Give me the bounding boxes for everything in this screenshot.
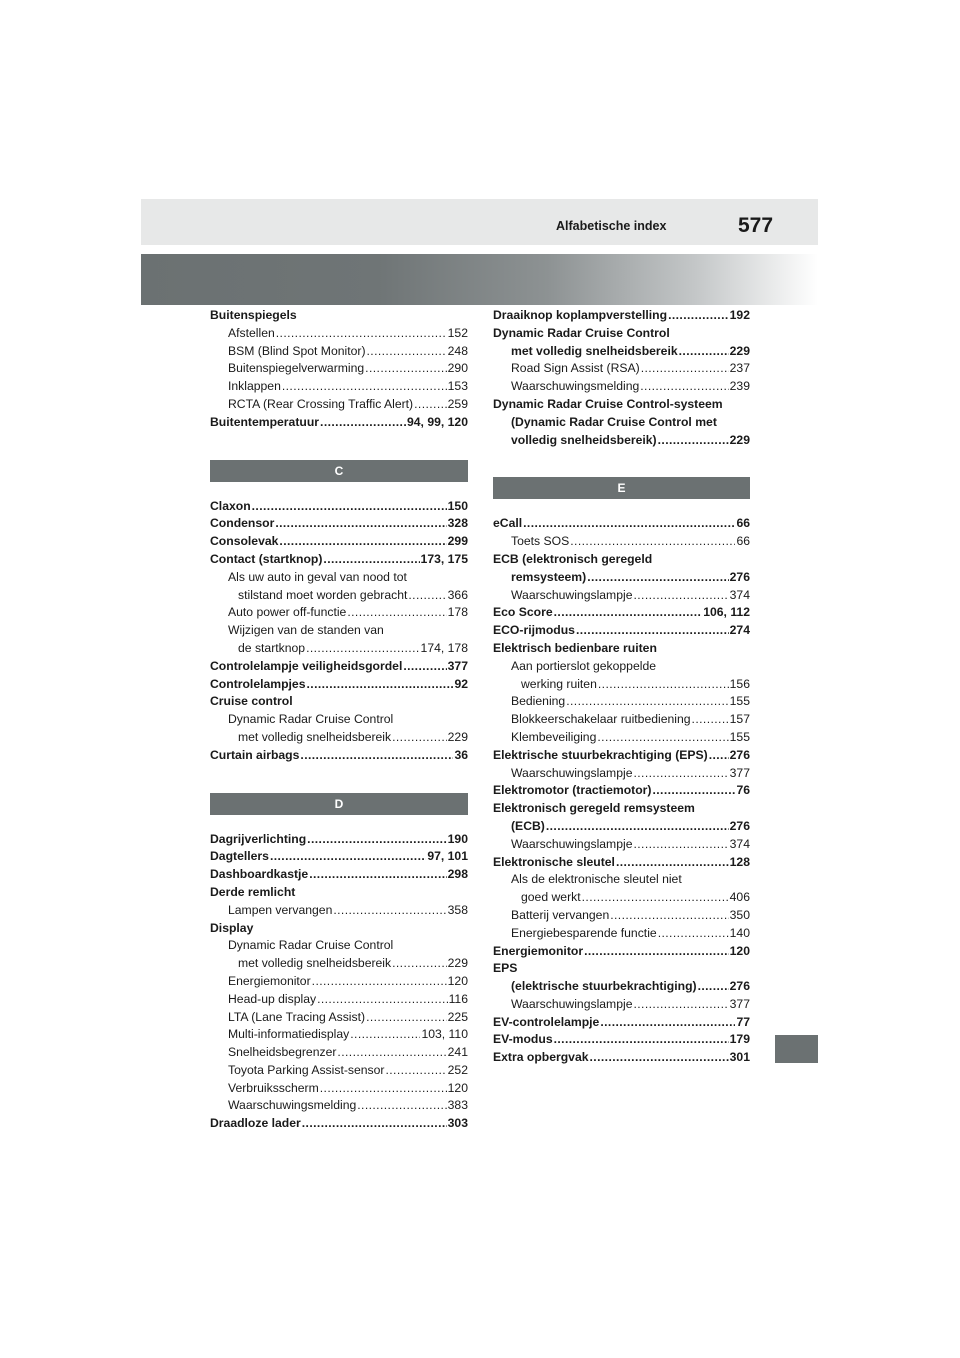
index-entry-label: Draaiknop koplampverstelling (493, 308, 668, 322)
index-entry (493, 711, 750, 729)
index-entry-label: goed werkt (521, 890, 581, 905)
index-entry (210, 414, 468, 432)
index-entry-label: Waarschuwingslampje (511, 836, 633, 851)
index-entry-label: Buitenspiegels (210, 308, 297, 322)
leader-dots (392, 955, 447, 973)
index-entry (493, 658, 750, 676)
leader-dots (633, 996, 728, 1014)
index-entry (493, 343, 750, 361)
index-entry-label: Elektrisch bedienbare ruiten (493, 640, 657, 655)
leader-dots (300, 747, 453, 765)
leader-dots (570, 533, 735, 551)
index-entry (493, 1031, 750, 1049)
leader-dots (598, 676, 729, 694)
index-entry-page[interactable]: 248 (447, 343, 468, 358)
index-entry-page[interactable]: 374 (729, 587, 750, 602)
leader-dots (679, 343, 729, 361)
index-entry-label: Als de elektronische sleutel niet (511, 872, 682, 887)
leader-dots (597, 729, 728, 747)
index-entry (210, 693, 468, 711)
index-entry (210, 1062, 468, 1080)
index-entry (210, 307, 468, 325)
index-entry-label: Auto power off-functie (228, 605, 347, 620)
index-entry (493, 432, 750, 450)
index-entry (493, 907, 750, 925)
section-header-e: E (493, 477, 750, 499)
index-entry-page[interactable]: 152 (447, 325, 468, 340)
index-entry-label: (Dynamic Radar Cruise Control met (511, 414, 717, 429)
index-entry-label: Inklappen (228, 379, 281, 394)
index-entry-page[interactable]: 237 (729, 361, 750, 376)
index-entry-page[interactable]: 377 (729, 765, 750, 780)
index-entry (210, 1080, 468, 1098)
index-entry-label: Energiebesparende functie (511, 925, 657, 940)
index-entry-page[interactable]: 328 (447, 516, 468, 531)
index-entry-page[interactable]: 173, 175 (420, 551, 468, 566)
leader-dots (279, 533, 446, 551)
leader-dots (414, 396, 447, 414)
index-entry-label: Dynamic Radar Cruise Control (228, 712, 394, 727)
index-entry (210, 1009, 468, 1027)
index-entry-label: (elektrische stuurbekrachtiging) (511, 979, 697, 994)
index-entry-label: de startknop (238, 640, 306, 655)
leader-dots (582, 889, 729, 907)
index-entry-page[interactable]: 120 (729, 943, 750, 958)
section-header-c: C (210, 460, 468, 482)
index-entry (210, 848, 468, 866)
index-entry-label: met volledig snelheidsbereik (238, 729, 392, 744)
index-entry-label: Extra opbergvak (493, 1050, 589, 1065)
section-spacer (210, 482, 468, 498)
index-entry-label: Controlelampje veiligheidsgordel (210, 658, 403, 673)
index-entry (210, 515, 468, 533)
index-entry-page[interactable]: 374 (729, 836, 750, 851)
index-entry (493, 747, 750, 765)
index-entry (493, 925, 750, 943)
leader-dots (309, 866, 446, 884)
index-entry (493, 889, 750, 907)
index-entry-page[interactable]: 92 (454, 676, 468, 691)
index-entry-page[interactable]: 406 (729, 890, 750, 905)
index-entry (493, 693, 750, 711)
index-entry-label: Derde remlicht (210, 884, 296, 899)
index-entry (210, 1097, 468, 1115)
index-entry-page[interactable]: 274 (729, 623, 750, 638)
index-entry-page[interactable]: 66 (736, 516, 750, 531)
leader-dots (347, 604, 446, 622)
leader-dots (566, 693, 728, 711)
index-column-right (493, 307, 750, 1067)
leader-dots (698, 978, 729, 996)
index-entry (493, 414, 750, 432)
index-entry-label: Als uw auto in geval van nood tot (228, 569, 407, 584)
index-entry (210, 658, 468, 676)
index-entry-label: Eco Score (493, 605, 553, 620)
index-entry-label: ECB (elektronisch geregeld (493, 551, 653, 566)
index-entry (210, 955, 468, 973)
index-entry-label: Verbruiksscherm (228, 1080, 319, 1095)
leader-dots (307, 676, 454, 694)
index-entry-label: stilstand moet worden gebracht (238, 587, 408, 602)
index-entry-page[interactable]: 350 (729, 907, 750, 922)
section-spacer (210, 815, 468, 831)
index-entry-page[interactable]: 299 (447, 534, 468, 549)
index-entry (493, 569, 750, 587)
index-entry-label: LTA (Lane Tracing Assist) (228, 1009, 366, 1024)
index-entry (210, 533, 468, 551)
index-entry-page[interactable]: 174, 178 (420, 640, 468, 655)
leader-dots (709, 747, 729, 765)
section-header-d: D (210, 793, 468, 815)
index-entry-page[interactable]: 383 (447, 1098, 468, 1113)
index-entry-label: met volledig snelheidsbereik (238, 956, 392, 971)
index-entry-page[interactable]: 239 (729, 379, 750, 394)
leader-dots (365, 360, 446, 378)
index-entry-label: volledig snelheidsbereik) (511, 432, 657, 447)
index-entry (210, 622, 468, 640)
index-entry (493, 800, 750, 818)
leader-dots (640, 378, 728, 396)
index-entry (210, 676, 468, 694)
index-entry (493, 1049, 750, 1067)
index-entry-page[interactable]: 66 (736, 534, 750, 549)
leader-dots (320, 1080, 447, 1098)
index-entry-page[interactable]: 97, 101 (427, 849, 468, 864)
index-entry-page[interactable]: 192 (729, 308, 750, 322)
chapter-tab (775, 1035, 818, 1063)
index-entry (210, 711, 468, 729)
index-entry-label: Batterij vervangen (511, 907, 610, 922)
index-entry-page[interactable]: 303 (447, 1116, 468, 1131)
leader-dots (633, 765, 728, 783)
index-entry-page[interactable]: 76 (736, 783, 750, 798)
index-entry-label: Road Sign Assist (RSA) (511, 361, 640, 376)
index-entry-page[interactable]: 120 (447, 1080, 468, 1095)
index-entry-label: Toets SOS (511, 534, 570, 549)
index-entry-page[interactable]: 156 (729, 676, 750, 691)
index-entry-label: EV-controlelampje (493, 1014, 600, 1029)
index-entry-label: EPS (493, 961, 518, 976)
index-entry-page[interactable]: 252 (447, 1062, 468, 1077)
index-entry-page[interactable]: 77 (736, 1014, 750, 1029)
index-entry (493, 854, 750, 872)
index-entry-label: Dagtellers (210, 849, 269, 864)
index-entry-label: Multi-informatiedisplay (228, 1027, 350, 1042)
index-entry-label: BSM (Blind Spot Monitor) (228, 343, 366, 358)
index-entry-label: Elektrische stuurbekrachtiging (EPS) (493, 747, 708, 762)
index-entry (493, 622, 750, 640)
index-entry (493, 782, 750, 800)
section-spacer (210, 765, 468, 793)
leader-dots (392, 729, 447, 747)
header-band (141, 199, 818, 245)
index-entry-label: ECO-rijmodus (493, 623, 575, 638)
index-entry (493, 871, 750, 889)
leader-dots (302, 1115, 447, 1133)
index-entry-page[interactable]: 301 (729, 1050, 750, 1065)
index-entry (493, 996, 750, 1014)
index-entry (493, 836, 750, 854)
leader-dots (276, 325, 447, 343)
index-entry (210, 640, 468, 658)
index-entry-page[interactable]: 290 (447, 361, 468, 376)
index-entry-page[interactable]: 366 (447, 587, 468, 602)
index-entry-label: Lampen vervangen (228, 902, 333, 917)
index-entry (210, 498, 468, 516)
index-entry (493, 765, 750, 783)
index-entry-page[interactable]: 229 (729, 343, 750, 358)
page-number: 577 (738, 214, 774, 237)
section-spacer (493, 499, 750, 515)
index-entry (210, 396, 468, 414)
index-entry-label: Elektronisch geregeld remsysteem (493, 801, 695, 816)
index-column-left (210, 307, 468, 1133)
section-spacer (210, 432, 468, 460)
index-entry-label: Blokkeerschakelaar ruitbediening (511, 712, 691, 727)
index-entry-page[interactable]: 140 (729, 925, 750, 940)
index-entry (210, 747, 468, 765)
index-entry-page[interactable]: 377 (447, 658, 468, 673)
leader-dots (323, 551, 419, 569)
index-entry (493, 818, 750, 836)
index-entry-page[interactable]: 116 (448, 991, 468, 1006)
index-entry (493, 307, 750, 325)
index-entry (493, 640, 750, 658)
leader-dots (252, 498, 447, 516)
index-entry-label: Condensor (210, 516, 275, 531)
index-entry-page[interactable]: 241 (447, 1045, 468, 1060)
index-entry-label: eCall (493, 516, 523, 531)
leader-dots (350, 1026, 420, 1044)
index-entry-label: Consolevak (210, 534, 279, 549)
index-entry-label: werking ruiten (521, 676, 597, 691)
index-entry (210, 378, 468, 396)
leader-dots (658, 925, 729, 943)
index-entry-label: Waarschuwingslampje (511, 996, 633, 1011)
index-entry (493, 515, 750, 533)
leader-dots (333, 902, 446, 920)
index-entry-page[interactable]: 179 (729, 1032, 750, 1047)
index-entry-label: Dynamic Radar Cruise Control (228, 938, 394, 953)
index-entry (210, 920, 468, 938)
index-entry (210, 866, 468, 884)
index-entry-label: Waarschuwingslampje (511, 587, 633, 602)
index-entry (493, 360, 750, 378)
index-entry (493, 587, 750, 605)
leader-dots (403, 658, 446, 676)
index-entry-label: RCTA (Rear Crossing Traffic Alert) (228, 396, 414, 411)
index-entry (210, 902, 468, 920)
index-entry (493, 960, 750, 978)
leader-dots (270, 848, 426, 866)
leader-dots (317, 991, 447, 1009)
index-entry-page[interactable]: 358 (447, 902, 468, 917)
leader-dots (337, 1044, 446, 1062)
leader-dots (554, 1031, 729, 1049)
leader-dots (633, 836, 728, 854)
index-entry-label: Draadloze lader (210, 1116, 301, 1131)
leader-dots (584, 943, 729, 961)
index-entry-page[interactable]: 298 (447, 867, 468, 882)
index-entry (493, 551, 750, 569)
section-spacer (493, 449, 750, 477)
index-entry-page[interactable]: 106, 112 (703, 605, 750, 620)
leader-dots (385, 1062, 446, 1080)
index-entry (210, 360, 468, 378)
leader-dots (523, 515, 735, 533)
index-entry (210, 1026, 468, 1044)
index-entry-page[interactable]: 157 (729, 712, 750, 727)
index-entry-page[interactable]: 229 (447, 956, 468, 971)
index-entry (493, 396, 750, 414)
leader-dots (282, 378, 447, 396)
index-entry-label: Buitenspiegelverwarming (228, 361, 365, 376)
index-entry-page[interactable]: 229 (729, 432, 750, 447)
index-entry-page[interactable]: 276 (729, 569, 750, 584)
leader-dots (275, 515, 446, 533)
index-entry-label: Dynamic Radar Cruise Control (493, 325, 670, 340)
index-entry (210, 1044, 468, 1062)
leader-dots (587, 569, 728, 587)
index-entry-label: Waarschuwingsmelding (228, 1098, 357, 1113)
index-entry-page[interactable]: 190 (447, 831, 468, 846)
index-entry-label: Bediening (511, 694, 566, 709)
leader-dots (600, 1014, 735, 1032)
index-entry-label: Elektromotor (tractiemotor) (493, 783, 652, 798)
index-entry-label: Toyota Parking Assist-sensor (228, 1062, 385, 1077)
leader-dots (408, 587, 446, 605)
index-entry-label: Wijzigen van de standen van (228, 623, 384, 638)
leader-dots (306, 640, 419, 658)
index-entry (210, 604, 468, 622)
index-entry (210, 587, 468, 605)
leader-dots (320, 414, 406, 432)
index-entry (493, 325, 750, 343)
index-entry-page[interactable]: 276 (729, 979, 750, 994)
index-entry-page[interactable]: 153 (447, 379, 468, 394)
index-entry (210, 569, 468, 587)
index-entry-label: Klembeveiliging (511, 729, 597, 744)
index-entry (493, 1014, 750, 1032)
index-entry (210, 831, 468, 849)
index-entry (210, 551, 468, 569)
leader-dots (307, 831, 446, 849)
leader-dots (590, 1049, 729, 1067)
index-entry (210, 884, 468, 902)
index-entry (493, 533, 750, 551)
index-entry-label: Claxon (210, 498, 251, 513)
index-entry-label: Buitentemperatuur (210, 414, 320, 429)
index-entry (493, 978, 750, 996)
index-entry-label: Head-up display (228, 991, 317, 1006)
index-entry-page[interactable]: 276 (729, 747, 750, 762)
index-entry-label: Afstellen (228, 325, 275, 340)
index-entry-label: Cruise control (210, 694, 293, 709)
leader-dots (692, 711, 729, 729)
index-entry-label: Dashboardkastje (210, 867, 309, 882)
index-entry-label: Energiemonitor (493, 943, 584, 958)
index-entry-label: Contact (startknop) (210, 551, 323, 566)
index-entry-label: Aan portierslot gekoppelde (511, 658, 656, 673)
leader-dots (641, 360, 729, 378)
index-entry-label: Waarschuwingslampje (511, 765, 633, 780)
index-entry-page[interactable]: 225 (447, 1009, 468, 1024)
leader-dots (668, 307, 729, 325)
leader-dots (616, 854, 729, 872)
leader-dots (610, 907, 728, 925)
index-entry-label: remsysteem) (511, 569, 587, 584)
index-entry (493, 378, 750, 396)
index-entry-label: Display (210, 920, 254, 935)
index-entry (493, 729, 750, 747)
index-entry-label: Dynamic Radar Cruise Control-systeem (493, 396, 723, 411)
leader-dots (367, 343, 447, 361)
index-entry (210, 991, 468, 1009)
leader-dots (633, 587, 728, 605)
leader-dots (546, 818, 729, 836)
section-title: Alfabetische index (556, 219, 667, 233)
index-entry (493, 943, 750, 961)
index-entry (493, 676, 750, 694)
index-entry (210, 937, 468, 955)
index-entry-page[interactable]: 103, 110 (421, 1027, 468, 1042)
index-entry (210, 343, 468, 361)
leader-dots (357, 1097, 446, 1115)
leader-dots (366, 1009, 447, 1027)
index-entry (210, 1115, 468, 1133)
index-entry-page[interactable]: 150 (447, 498, 468, 513)
index-entry (210, 973, 468, 991)
index-entry-label: EV-modus (493, 1032, 553, 1047)
index-entry-page[interactable]: 377 (729, 996, 750, 1011)
index-entry-page[interactable]: 259 (447, 396, 468, 411)
index-entry-page[interactable]: 155 (729, 729, 750, 744)
index-entry-label: Curtain airbags (210, 747, 300, 762)
index-entry-label: Snelheidsbegrenzer (228, 1045, 337, 1060)
index-entry-page[interactable]: 120 (447, 973, 468, 988)
index-entry-page[interactable]: 229 (447, 729, 468, 744)
index-entry-label: Dagrijverlichting (210, 831, 307, 846)
index-entry-page[interactable]: 36 (454, 747, 468, 762)
index-entry-label: Elektronische sleutel (493, 854, 615, 869)
leader-dots (576, 622, 729, 640)
index-entry-page[interactable]: 276 (729, 818, 750, 833)
index-entry-label: Waarschuwingsmelding (511, 379, 640, 394)
index-entry-label: Energiemonitor (228, 973, 311, 988)
leader-dots (652, 782, 735, 800)
leader-dots (312, 973, 447, 991)
index-entry-label: (ECB) (511, 818, 545, 833)
leader-dots (658, 432, 729, 450)
index-entry-page[interactable]: 128 (729, 854, 750, 869)
leader-dots (554, 604, 703, 622)
header-gradient-bar (141, 254, 818, 305)
index-entry-page[interactable]: 94, 99, 120 (407, 414, 468, 429)
index-entry-page[interactable]: 155 (729, 694, 750, 709)
index-entry-label: met volledig snelheidsbereik (511, 343, 678, 358)
index-entry (493, 604, 750, 622)
index-entry (210, 325, 468, 343)
index-entry-label: Controlelampjes (210, 676, 306, 691)
index-entry (210, 729, 468, 747)
index-entry-page[interactable]: 178 (447, 605, 468, 620)
